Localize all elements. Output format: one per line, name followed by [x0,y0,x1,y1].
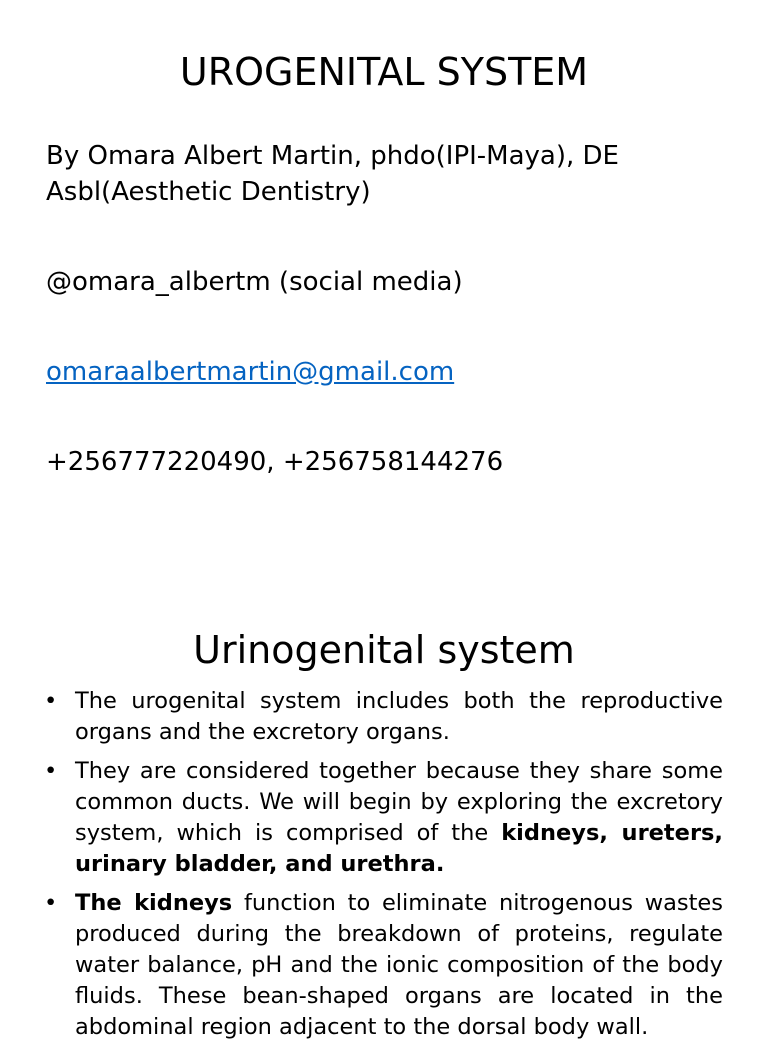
bullet-item [0,756,723,880]
slide-title: UROGENITAL SYSTEM [179,50,589,94]
bullet-bold-text: The kidneys [75,890,233,916]
content-slide-title: Urinogenital system [193,628,575,672]
bullet-text: They are considered together because they share some common ducts. We will begin by exploring the excretory system, which is comprised of the [75,758,723,846]
bullet-icon: • [44,758,58,784]
author-line-1: By Omara Albert Martin, phdo(IPI-Maya), DE [46,141,619,171]
social-handle: @omara_albertm (social media) [46,267,463,297]
bullet-list [0,686,768,1051]
bullet-icon: • [44,688,58,714]
content-slide [0,608,768,1040]
author-line-2: Asbl(Aesthetic Dentistry) [46,177,371,207]
phone-numbers: +256777220490, +256758144276 [46,447,504,477]
bullet-item [0,686,723,748]
bullet-bold-text: kidneys, ureters, urinary bladder, and urethra. [75,820,723,877]
email-link[interactable]: omaraalbertmartin@gmail.com [46,357,455,387]
bullet-item [0,888,723,1043]
bullet-icon: • [44,890,58,916]
bullet-text: function to eliminate nitrogenous wastes produced during the breakdown of proteins, regulate water balance, pH and the ionic composition of the body fluids. These bean-shaped organs are located in the abdominal region adjacent to the dorsal body wall. [75,890,723,1040]
bullet-text: The urogenital system includes both the reproductive organs and the excretory organs. [75,688,723,745]
